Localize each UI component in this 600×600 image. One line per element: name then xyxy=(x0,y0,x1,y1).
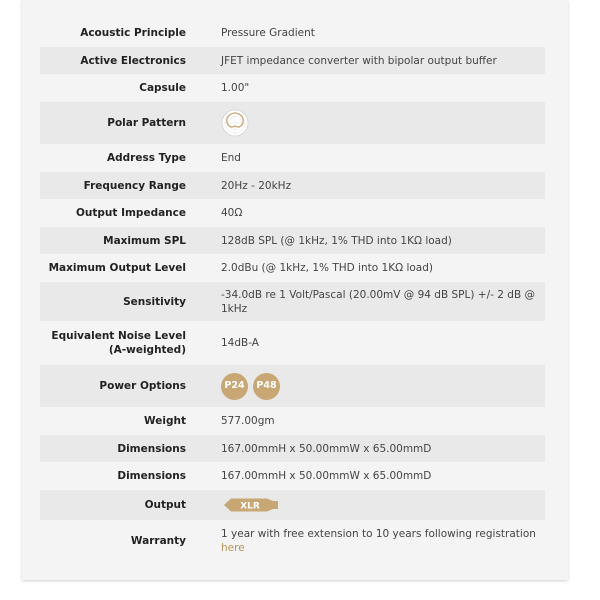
spec-label: Power Options xyxy=(99,380,186,392)
spec-row-weight xyxy=(40,407,545,435)
spec-row-dimensions xyxy=(40,435,545,462)
spec-row-equivalent-noise-level xyxy=(40,321,545,365)
spec-label: Dimensions xyxy=(117,470,186,482)
spec-value: 167.00mmH x 50.00mmW x 65.00mmD xyxy=(221,470,432,482)
spec-row-maximum-spl xyxy=(40,227,545,254)
spec-label: Dimensions xyxy=(117,442,186,455)
spec-label: Sensitivity xyxy=(123,295,186,308)
spec-value: 40Ω xyxy=(221,207,243,219)
warranty-registration-link[interactable]: here xyxy=(221,542,245,554)
warranty-text: 1 year with free extension to 10 years following registration xyxy=(221,528,536,540)
spec-row-polar-pattern xyxy=(40,102,545,144)
spec-label: Weight xyxy=(144,415,186,427)
spec-label: Acoustic Principle xyxy=(80,26,186,39)
power-badge-p48: P48 xyxy=(253,373,280,400)
spec-value: 167.00mmH x 50.00mmW x 65.00mmD xyxy=(221,442,432,455)
spec-row-sensitivity xyxy=(40,282,545,321)
spec-label: Warranty xyxy=(130,535,186,547)
spec-row-acoustic-principle xyxy=(40,18,545,47)
cardioid-polar-pattern-icon xyxy=(221,109,249,137)
power-badge-p24: P24 xyxy=(221,373,248,400)
spec-label: Frequency Range xyxy=(83,179,186,192)
spec-value: 20Hz - 20kHz xyxy=(221,179,292,192)
spec-row-power-options xyxy=(40,365,545,407)
spec-row-address-type xyxy=(40,144,545,172)
spec-row-output-impedance xyxy=(40,199,545,227)
spec-label: Polar Pattern xyxy=(107,117,186,129)
spec-row-frequency-range xyxy=(40,172,545,199)
xlr-label: XLR xyxy=(240,501,260,512)
spec-label: Output Impedance xyxy=(76,207,186,219)
spec-label: Address Type xyxy=(106,152,186,164)
spec-label: Maximum Output Level xyxy=(48,262,186,274)
spec-label: Active Electronics xyxy=(80,54,186,67)
spec-row-capsule xyxy=(40,74,545,102)
spec-panel xyxy=(22,0,568,580)
spec-label: Capsule xyxy=(139,82,186,94)
spec-row-dimensions xyxy=(40,462,545,490)
spec-value: 577.00gm xyxy=(221,415,275,427)
spec-label: Output xyxy=(144,499,186,511)
spec-value: 1.00" xyxy=(221,82,250,94)
spec-row-maximum-output-level xyxy=(40,254,545,282)
spec-value: 14dB-A xyxy=(221,337,259,349)
spec-value: Pressure Gradient xyxy=(221,26,315,39)
spec-value: -34.0dB re 1 Volt/Pascal (20.00mV @ 94 dB SPL) +/- 2 dB @ 1kHz xyxy=(221,288,535,315)
spec-table xyxy=(40,18,545,562)
spec-value: JFET impedance converter with bipolar output buffer xyxy=(221,54,497,67)
spec-row-output xyxy=(40,490,545,520)
xlr-connector-icon xyxy=(221,496,279,514)
spec-value: 2.0dBu (@ 1kHz, 1% THD into 1KΩ load) xyxy=(221,262,433,274)
spec-row-warranty xyxy=(40,520,545,562)
spec-value: 128dB SPL (@ 1kHz, 1% THD into 1KΩ load) xyxy=(221,234,452,247)
spec-value: End xyxy=(221,152,241,164)
spec-label: Equivalent Noise Level (A-weighted) xyxy=(51,330,186,356)
spec-row-active-electronics xyxy=(40,47,545,74)
spec-label: Maximum SPL xyxy=(103,234,186,247)
